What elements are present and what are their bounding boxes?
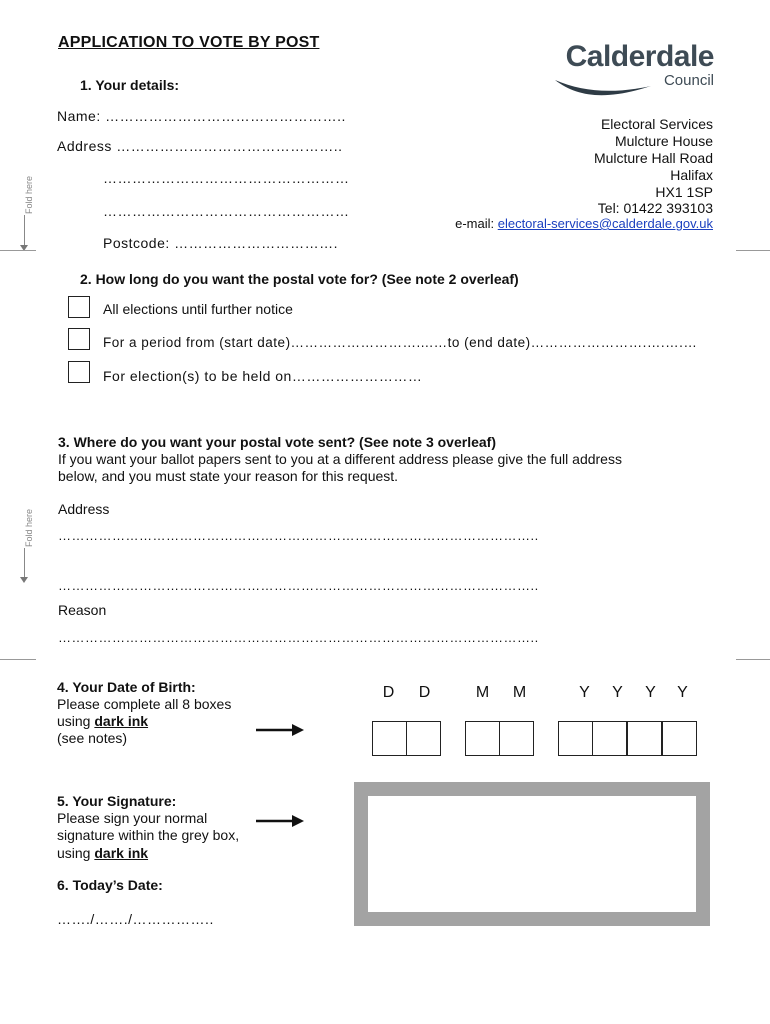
office-email: [455, 216, 713, 231]
section-6-heading: 6. Today’s Date:: [57, 877, 163, 893]
signature-box[interactable]: [354, 782, 710, 926]
name-field[interactable]: Name: …………………………………………..: [57, 108, 346, 124]
dob-letter-y2: Y: [612, 684, 623, 701]
fold-edge-left-top: [0, 250, 36, 251]
dob-letter-m2: M: [512, 684, 527, 701]
dob-arrow-icon: [256, 723, 304, 737]
section-1-heading: 1. Your details:: [80, 77, 180, 93]
signature-arrow-icon: [256, 814, 304, 828]
dob-letter-y3: Y: [645, 684, 656, 701]
dob-box-month-2[interactable]: [499, 721, 534, 756]
dob-letter-d2: D: [418, 684, 431, 701]
dob-instruction-2-prefix: using: [57, 713, 95, 729]
reason-line[interactable]: ……………………………………………………………………………………………..: [58, 630, 539, 645]
option-period-label[interactable]: For a period from (start date)………………………....…to (end date)…………………….….….…: [103, 335, 698, 350]
section-4-heading: 4. Your Date of Birth:: [57, 679, 196, 695]
fold-edge-left-bottom: [0, 659, 36, 660]
signature-instruction-3-prefix: using: [57, 845, 95, 861]
fold-arrow-bottom-icon: [20, 577, 28, 583]
section-3-intro-2: below, and you must state your reason for this request.: [58, 468, 399, 484]
fold-here-label-top: Fold here: [24, 175, 34, 214]
reason-label: Reason: [58, 602, 107, 618]
signature-instruction-2: signature within the grey box,: [57, 827, 240, 843]
signature-instruction-1: Please sign your normal: [57, 810, 208, 826]
section-2-heading: 2. How long do you want the postal vote for? (See note 2 overleaf): [80, 271, 519, 287]
checkbox-period[interactable]: [68, 328, 90, 350]
postcode-field[interactable]: Postcode: …………………………….: [103, 235, 339, 251]
dob-instruction-3: (see notes): [57, 730, 128, 746]
section-3-heading: 3. Where do you want your postal vote sent? (See note 3 overleaf): [58, 434, 496, 450]
option-all-elections-label: All elections until further notice: [103, 301, 293, 317]
section-3-intro-1: If you want your ballot papers sent to you at a different address please give the full address: [58, 451, 622, 467]
dob-letter-y4: Y: [677, 684, 688, 701]
office-tel: Tel: 01422 393103: [597, 200, 713, 216]
office-line-5: HX1 1SP: [655, 184, 713, 200]
dob-letter-y1: Y: [579, 684, 590, 701]
address-line-2[interactable]: ……………………………………………: [103, 170, 350, 186]
fold-edge-right-top: [736, 250, 770, 251]
office-line-1: Electoral Services: [600, 116, 713, 132]
office-line-2: Mulcture House: [614, 133, 713, 149]
todays-date-field[interactable]: ……./……./……………..: [57, 911, 214, 927]
dob-box-day-1[interactable]: [372, 721, 407, 756]
dob-letter-d1: D: [382, 684, 395, 701]
section-5-heading: 5. Your Signature:: [57, 793, 177, 809]
alt-address-line-2[interactable]: ……………………………………………………………………………………………..: [58, 578, 539, 593]
address-line-3[interactable]: ……………………………………………: [103, 203, 350, 219]
dob-letter-m1: M: [475, 684, 490, 701]
fold-guide-top: [24, 215, 25, 245]
signature-dark-ink: dark ink: [94, 845, 149, 861]
email-label: e-mail:: [455, 216, 498, 231]
address-field[interactable]: Address ………………………………………..: [57, 138, 343, 154]
dob-box-year-2[interactable]: [592, 721, 627, 756]
dob-box-year-1[interactable]: [558, 721, 593, 756]
dob-box-year-4[interactable]: [662, 721, 697, 756]
signature-instruction-3: [57, 845, 148, 861]
dob-box-month-1[interactable]: [465, 721, 500, 756]
fold-here-label-bottom: Fold here: [24, 508, 34, 547]
fold-edge-right-bottom: [736, 659, 770, 660]
dob-box-day-2[interactable]: [406, 721, 441, 756]
fold-guide-bottom: [24, 548, 25, 578]
checkbox-all-elections[interactable]: [68, 296, 90, 318]
logo-subtitle: Council: [663, 72, 714, 89]
dob-instruction-1: Please complete all 8 boxes: [57, 696, 232, 712]
dob-dark-ink: dark ink: [94, 713, 149, 729]
checkbox-specific-elections[interactable]: [68, 361, 90, 383]
logo-swoosh-icon: [553, 70, 653, 100]
dob-instruction-2: [57, 713, 148, 729]
alt-address-line-1[interactable]: ……………………………………………………………………………………………..: [58, 528, 539, 543]
logo-wordmark: Calderdale: [565, 40, 714, 73]
option-specific-elections-label[interactable]: For election(s) to be held on………………………: [103, 368, 423, 384]
office-line-4: Halifax: [670, 167, 713, 183]
dob-box-year-3[interactable]: [627, 721, 662, 756]
email-link[interactable]: electoral-services@calderdale.gov.uk: [497, 216, 713, 231]
office-line-3: Mulcture Hall Road: [593, 150, 713, 166]
alt-address-label: Address: [58, 501, 110, 517]
form-title: APPLICATION TO VOTE BY POST: [58, 34, 320, 51]
